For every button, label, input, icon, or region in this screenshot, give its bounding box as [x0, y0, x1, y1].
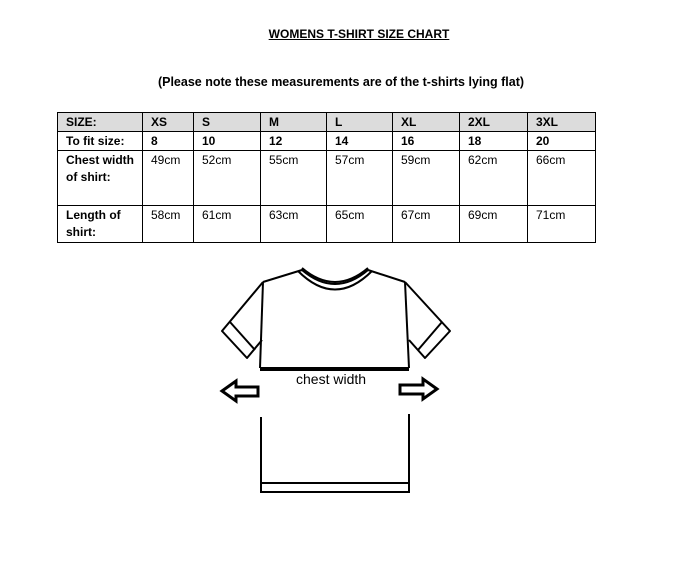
- table-cell: XL: [393, 113, 460, 132]
- table-cell: XS: [143, 113, 194, 132]
- table-cell: 52cm: [194, 151, 261, 206]
- table-cell: 14: [327, 132, 393, 151]
- right-arrow-icon: [400, 379, 437, 399]
- table-cell: 61cm: [194, 206, 261, 243]
- table-cell: M: [261, 113, 327, 132]
- table-cell: 20: [528, 132, 596, 151]
- table-cell: 8: [143, 132, 194, 151]
- table-cell: 58cm: [143, 206, 194, 243]
- chest-width-label: chest width: [296, 371, 367, 387]
- table-cell: 66cm: [528, 151, 596, 206]
- table-row: [58, 206, 596, 243]
- tshirt-top-outline: [222, 268, 450, 368]
- measurement-note: (Please note these measurements are of the t-shirts lying flat): [157, 75, 525, 89]
- table-cell: 63cm: [261, 206, 327, 243]
- table-row: [58, 151, 596, 206]
- page-title: WOMENS T-SHIRT SIZE CHART: [268, 27, 450, 41]
- table-cell: L: [327, 113, 393, 132]
- table-cell: 67cm: [393, 206, 460, 243]
- table-cell: 12: [261, 132, 327, 151]
- table-cell: 2XL: [460, 113, 528, 132]
- table-cell: 69cm: [460, 206, 528, 243]
- table-cell: 3XL: [528, 113, 596, 132]
- table-row: [58, 113, 596, 132]
- table-cell: 62cm: [460, 151, 528, 206]
- table-cell: 16: [393, 132, 460, 151]
- table-cell: 65cm: [327, 206, 393, 243]
- table-row: [58, 132, 596, 151]
- row-label: To fit size:: [58, 132, 143, 151]
- table-cell: 49cm: [143, 151, 194, 206]
- tshirt-bottom-outline: [261, 414, 409, 492]
- table-cell: S: [194, 113, 261, 132]
- table-cell: 18: [460, 132, 528, 151]
- table-cell: 59cm: [393, 151, 460, 206]
- size-chart-table: [57, 112, 596, 243]
- table-cell: 57cm: [327, 151, 393, 206]
- row-label: SIZE:: [58, 113, 143, 132]
- table-cell: 55cm: [261, 151, 327, 206]
- table-cell: 10: [194, 132, 261, 151]
- left-arrow-icon: [222, 381, 258, 401]
- row-label: Length of shirt:: [58, 206, 143, 243]
- table-cell: 71cm: [528, 206, 596, 243]
- row-label: Chest width of shirt:: [58, 151, 143, 206]
